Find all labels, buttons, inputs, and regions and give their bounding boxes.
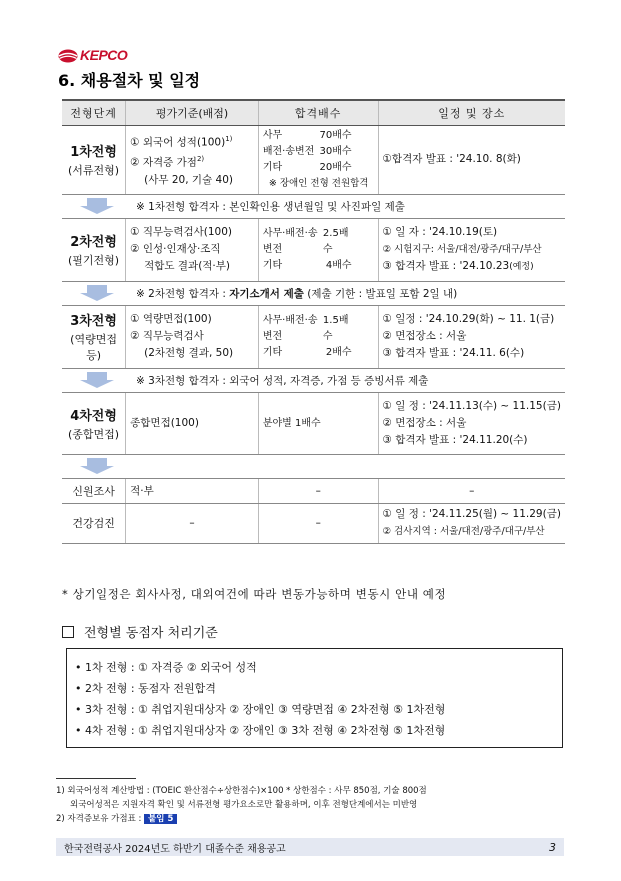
arrow-note-3: ※ 3차전형 합격자 : 외국어 성적, 자격증, 가점 등 증빙서류 제출: [136, 374, 429, 387]
stage4-sub: (종합면접): [68, 427, 120, 441]
stage2-cell: [62, 218, 126, 281]
stage6-ratio-text: –: [315, 517, 321, 529]
tiebreak-title-text: 전형별 동점자 처리기준: [84, 626, 218, 641]
stage1-criteria: [126, 125, 259, 194]
down-arrow-icon: [80, 198, 114, 214]
stage3-cell: [62, 305, 126, 368]
tiebreak-item: • 1차 전형 : ① 자격증 ② 외국어 성적: [75, 661, 257, 674]
stage6-schedule: [378, 503, 565, 543]
tiebreak-item: • 4차 전형 : ① 취업지원대상자 ② 장애인 ③ 3차 전형 ④ 2차전형 ⑤ 1차전형: [75, 724, 446, 737]
stage1-ratio: [258, 125, 378, 194]
header-ratio: 합격배수: [258, 100, 378, 125]
arrow-note-2: ※ 2차전형 합격자 : 자기소개서 제출 (제출 기한 : 발표일 포함 2일 내): [136, 287, 458, 300]
stage4-sched-3: ③ 합격자 발표 : '24.11.20(수): [382, 433, 528, 446]
stage4-sched-2: ② 면접장소 : 서울: [382, 416, 467, 429]
stage5-crit: 적·부: [130, 485, 154, 497]
stage3-ratio-row: 사무·배전·송변전 1.5배수: [262, 314, 349, 342]
stage3-name: 3차전형: [70, 314, 117, 329]
stage3-crit-2: ② 직무능력검사: [130, 330, 204, 342]
stage3-crit-3: (2차전형 결과, 50): [144, 347, 234, 359]
document-title: 한국전력공사 2024년도 하반기 대졸수준 채용공고: [64, 843, 286, 855]
stage2-ratio-row: 사무·배전·송변전 2.5배수: [262, 227, 349, 255]
procedure-table: [62, 99, 565, 544]
section-title: 6. 채용절차 및 일정: [58, 71, 201, 90]
stage1-crit-1: ① 외국어 성적$(100)^{1)}$: [130, 134, 233, 148]
stage2-row: [62, 218, 565, 281]
header-schedule: 일정 및 장소: [378, 100, 565, 125]
square-bullet-icon: [62, 626, 74, 638]
stage3-sched-1: ① 일정 : '24.10.29(화) ~ 11. 1(금): [382, 313, 555, 325]
stage6-crit: –: [189, 517, 195, 529]
footnote-divider: [56, 778, 136, 779]
stage2-crit-2: ② 인성·인재상·조직: [130, 243, 221, 255]
stage2-sched-3: ③ 합격자 발표 : '24.10.23(예정): [382, 259, 534, 272]
stage3-crit-1: ① 역량면접(100): [130, 313, 212, 325]
stage5-sched-text: –: [469, 484, 475, 497]
kepco-logo-icon: [58, 48, 78, 62]
footnote-1b: 외국어성적은 지원자격 확인 및 서류전형 평가요소로만 활용하며, 이후 전형단계에서는 미반영: [70, 800, 418, 810]
stage5-row: [62, 478, 565, 503]
stage2-sub: (필기전형): [68, 254, 120, 267]
stage3-criteria: [126, 305, 259, 368]
stage6-name: 건강검진: [72, 517, 115, 530]
arrow-row-4: [62, 454, 565, 478]
stage2-ratio-row: 기타 4배수: [262, 259, 352, 271]
stage2-sched-2: ② 시험지구: 서울/대전/광주/대구/부산: [382, 243, 542, 255]
stage6-ratio: [258, 503, 378, 543]
footnote-1a: 1) 외국어성적 계산방법 : (TOEIC 환산점수÷상한점수)×100 * 상한점수 : 사무 850점, 기술 800점: [56, 786, 427, 796]
stage4-ratio: [258, 392, 378, 454]
stage4-criteria: [126, 392, 259, 454]
arrow-note-1: ※ 1차전형 합격자 : 본인확인용 생년월일 및 사진파일 제출: [136, 200, 405, 213]
stage4-crit-1: 종합면접(100): [130, 416, 199, 429]
stage2-criteria: [126, 218, 259, 281]
stage1-crit-2: ② 자격증 가점$^{2)}$: [130, 155, 205, 169]
down-arrow-icon: [80, 458, 114, 474]
stage3-sched-2: ② 면접장소 : 서울: [382, 330, 467, 342]
tiebreak-item: • 2차 전형 : 동점자 전원합격: [75, 682, 216, 695]
stage2-name: 2차전형: [70, 235, 117, 250]
stage5-name: 신원조사: [72, 484, 115, 498]
arrow-row-2: [62, 281, 565, 305]
attachment-tag: 붙임 5: [144, 814, 177, 824]
tiebreak-title: [62, 622, 218, 641]
stage1-schedule: [378, 125, 565, 194]
stage1-ratio-note: ※ 장애인 전형 전원합격: [268, 177, 369, 189]
header-criteria: 평가기준(배점): [126, 100, 259, 125]
stage5-schedule: [378, 478, 565, 503]
arrow-row-1: [62, 194, 565, 218]
stage5-cell: [62, 478, 126, 503]
stage1-ratio-row: 사무 70배수: [262, 129, 352, 141]
down-arrow-icon: [80, 372, 114, 388]
stage6-row: [62, 503, 565, 543]
schedule-remark: * 상기일정은 회사사정, 대외여건에 따라 변동가능하며 변동시 안내 예정: [62, 587, 447, 601]
table-header-row: [62, 100, 565, 125]
stage4-name: 4차전형: [70, 408, 117, 424]
stage4-row: [62, 392, 565, 454]
page-number: 3: [549, 840, 556, 854]
stage6-sched-2: ② 검사지역 : 서울/대전/광주/대구/부산: [382, 526, 545, 537]
stage2-crit-1: ① 직무능력검사(100): [130, 226, 232, 238]
stage1-crit-3: (사무 20, 기술 40): [144, 173, 233, 186]
stage1-ratio-row: 기타 20배수: [262, 161, 352, 173]
stage1-row: [62, 125, 565, 194]
stage2-crit-3: 적합도 결과(적·부): [144, 260, 231, 272]
stage3-sub: (역량면접 등): [70, 333, 117, 362]
stage4-ratio-text: 분야별 1배수: [262, 417, 321, 429]
stage1-sched-1: ①합격자 발표 : '24.10. 8(화): [382, 153, 521, 165]
stage6-criteria: [126, 503, 259, 543]
logo-text: KEPCO: [80, 47, 128, 63]
stage1-cell: [62, 125, 126, 194]
bottom-bar: [56, 838, 564, 856]
stage1-sub: (서류전형): [68, 164, 120, 177]
stage2-sched-1: ① 일 자 : '24.10.19(토): [382, 225, 498, 238]
arrow-row-3: [62, 368, 565, 392]
stage3-schedule: [378, 305, 565, 368]
kepco-logo: [58, 47, 127, 63]
tiebreak-box: [66, 648, 563, 748]
stage5-ratio: [258, 478, 378, 503]
stage3-ratio-row: 기타 2배수: [262, 346, 352, 358]
stage4-sched-1: ① 일 정 : '24.11.13(수) ~ 11.15(금): [382, 399, 561, 412]
stage6-cell: [62, 503, 126, 543]
down-arrow-icon: [80, 285, 114, 301]
stage5-ratio-text: –: [315, 484, 321, 497]
stage2-schedule: [378, 218, 565, 281]
stage3-ratio: [258, 305, 378, 368]
tiebreak-item: • 3차 전형 : ① 취업지원대상자 ② 장애인 ③ 역량면접 ④ 2차전형 ⑤ 1차전형: [75, 703, 446, 716]
stage1-ratio-row: 배전·송변전 30배수: [262, 145, 352, 157]
stage1-name: 1차전형: [70, 145, 117, 160]
header-stage: 전형단계: [62, 100, 126, 125]
footnote-2: 2) 자격증보유 가점표 : 붙임 5: [56, 812, 177, 826]
stage6-sched-1: ① 일 정 : '24.11.25(월) ~ 11.29(금): [382, 508, 561, 520]
stage5-criteria: [126, 478, 259, 503]
stage3-sched-3: ③ 합격자 발표 : '24.11. 6(수): [382, 347, 525, 359]
stage4-cell: [62, 392, 126, 454]
stage4-schedule: [378, 392, 565, 454]
stage2-ratio: [258, 218, 378, 281]
stage3-row: [62, 305, 565, 368]
